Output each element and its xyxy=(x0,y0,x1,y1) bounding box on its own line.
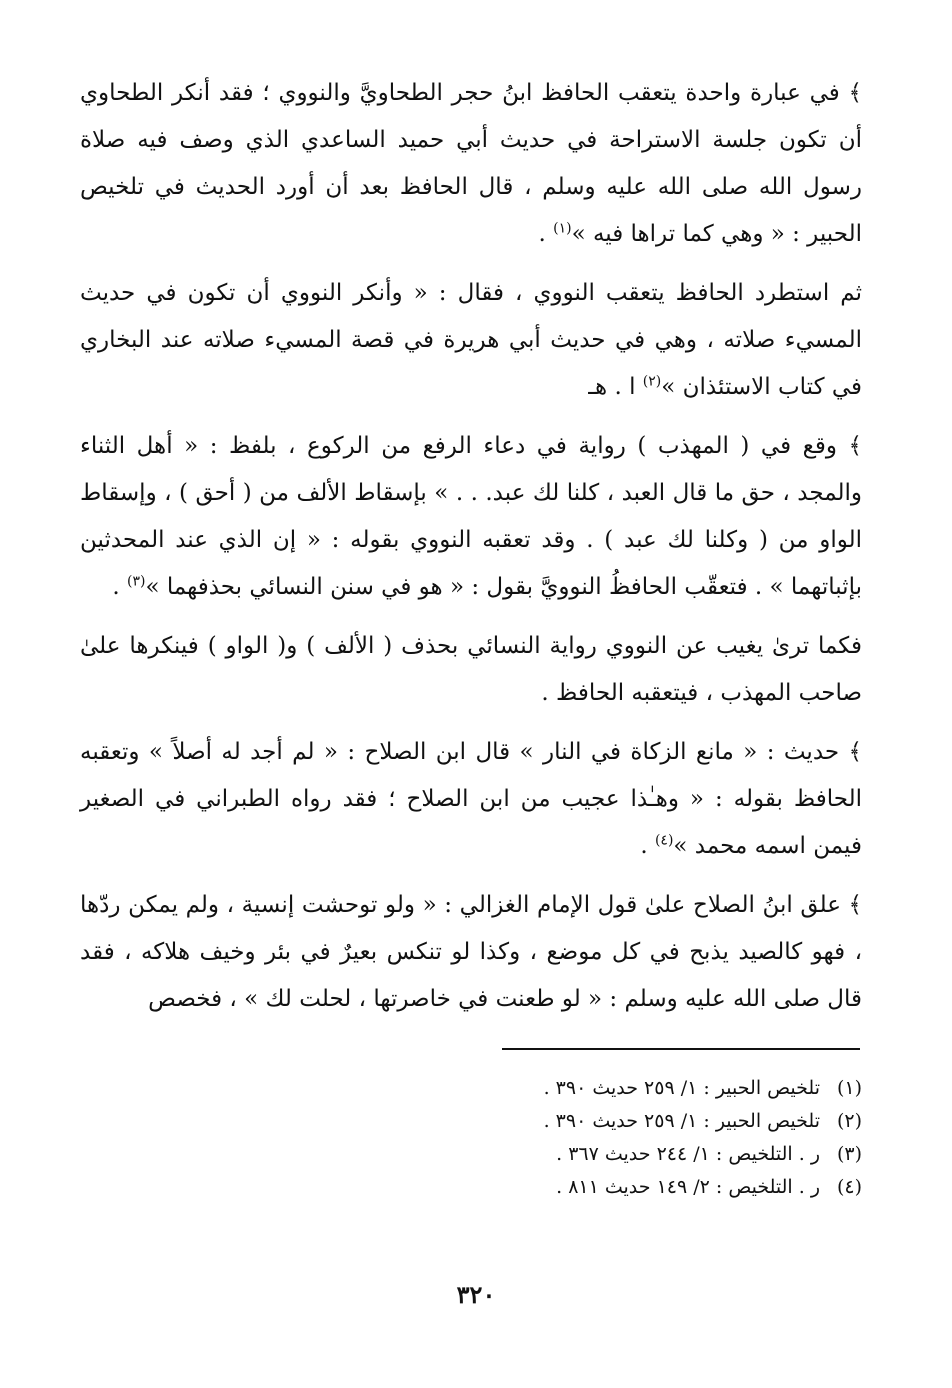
paragraph-5 xyxy=(80,729,862,870)
footnote-item xyxy=(480,1105,862,1138)
paragraph-tail: . xyxy=(640,833,655,859)
footnote-ref[interactable]: (٤) xyxy=(654,832,674,849)
footnote-number: (٤) xyxy=(836,1176,862,1198)
paragraph-6 xyxy=(80,882,862,1023)
footnote-text: تلخيص الحبير : ١/ ٢٥٩ حديث ٣٩٠ . xyxy=(543,1110,820,1132)
paragraph-text: فكما ترىٰ يغيب عن النووي رواية النسائي بحذف ( الألف ) و( الواو ) فينكرها علىٰ صاحب المهذب ، فيتعقبه الحافظ . xyxy=(80,633,862,706)
footnote-number: (١) xyxy=(836,1077,862,1099)
paragraph-1 xyxy=(80,70,862,258)
footnote-text: ر . التلخيص : ٢/ ١٤٩ حديث ٨١١ . xyxy=(556,1176,820,1198)
paragraph-text: ثم استطرد الحافظ يتعقب النووي ، فقال : « وأنكر النووي أن تكون في حديث المسيء صلاته ، وهي في حديث أبي هريرة في قصة المسيء صلاته عند البخاري في كتاب الاستئذان » xyxy=(80,280,862,400)
footnotes xyxy=(480,1072,862,1204)
page-body xyxy=(80,70,862,1035)
footnote-item xyxy=(480,1072,862,1105)
footnote-ref[interactable]: (٣) xyxy=(126,573,146,590)
footnote-number: (٣) xyxy=(836,1143,862,1165)
footnote-text: تلخيص الحبير : ١/ ٢٥٩ حديث ٣٩٠ . xyxy=(543,1077,820,1099)
paragraph-text: ﴾ علق ابنُ الصلاح علىٰ قول الإمام الغزالي : « ولو توحشت إنسية ، ولم يمكن ردّها ، فهو كالصيد يذبح في كل موضع ، وكذا لو تنكس بعيرٌ في بئر وخيف هلاكه ، فقد قال صلى الله عليه وسلم : « لو طعنت في خاصرتها ، لحلت لك » ، فخصص xyxy=(80,892,862,1012)
footnote-ref[interactable]: (٢) xyxy=(642,373,662,390)
paragraph-text: ﴾ حديث : « مانع الزكاة في النار » قال ابن الصلاح : « لم أجد له أصلاً » وتعقبه الحافظ بقوله : « وهـٰذا عجيب من ابن الصلاح ؛ فقد رواه الطبراني في الصغير فيمن اسمه محمد » xyxy=(80,739,862,859)
footnote-divider xyxy=(502,1048,860,1050)
footnote-number: (٢) xyxy=(836,1110,862,1132)
paragraph-3 xyxy=(80,423,862,611)
footnote-ref[interactable]: (١) xyxy=(553,220,572,237)
paragraph-tail: . xyxy=(112,574,127,600)
footnote-item xyxy=(480,1138,862,1171)
paragraph-4 xyxy=(80,623,862,717)
paragraph-tail: . xyxy=(538,221,554,247)
paragraph-tail: ا . هـ xyxy=(588,374,643,400)
paragraph-text: ﴾ وقع في ( المهذب ) رواية في دعاء الرفع من الركوع ، بلفظ : « أهل الثناء والمجد ، حق ما قال العبد ، كلنا لك عبد. . . » بإسقاط الألف من ( أحق ) ، وإسقاط الواو من ( وكلنا لك عبد ) . وقد تعقبه النووي بقوله : « إن الذي عند المحدثين بإثباتهما » . فتعقّب الحافظُ النوويَّ بقول : « هو في سنن النسائي بحذفهما » xyxy=(80,433,862,600)
page-number: ٣٢٠ xyxy=(456,1280,496,1309)
footnote-text: ر . التلخيص : ١/ ٢٤٤ حديث ٣٦٧ . xyxy=(556,1143,820,1165)
paragraph-2 xyxy=(80,270,862,411)
paragraph-text: ﴾ في عبارة واحدة يتعقب الحافظ ابنُ حجر الطحاويَّ والنووي ؛ فقد أنكر الطحاوي أن تكون جلسة الاستراحة في حديث أبي حميد الساعدي الذي وصف فيه صلاة رسول الله صلى الله عليه وسلم ، قال الحافظ بعد أن أورد الحديث في تلخيص الحبير : « وهي كما تراها فيه » xyxy=(80,80,862,247)
footnote-item xyxy=(480,1171,862,1204)
